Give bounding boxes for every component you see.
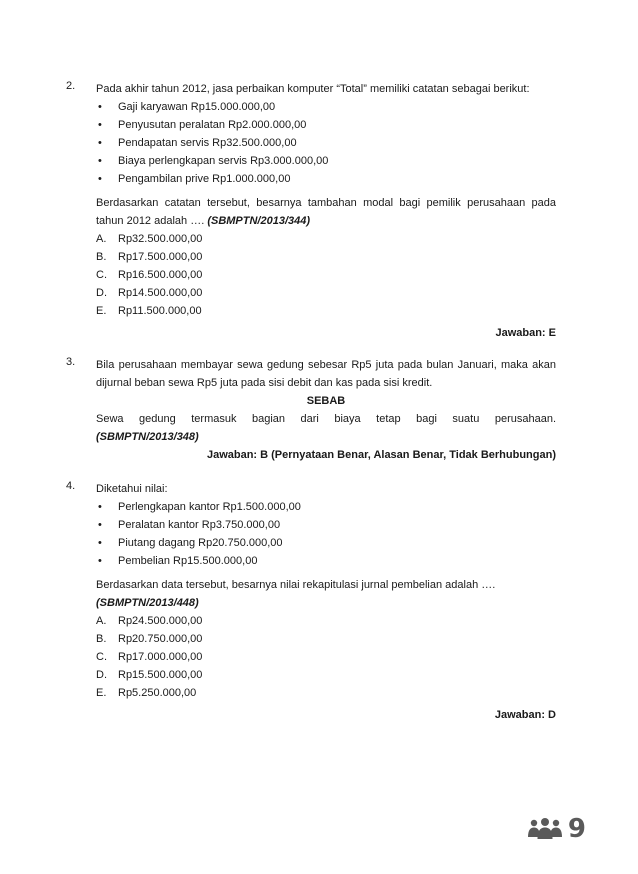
- bullet-item: • Penyusutan peralatan Rp2.000.000,00: [98, 119, 307, 131]
- option-e: E. Rp5.250.000,00: [96, 687, 197, 699]
- bullet-list: [96, 98, 556, 188]
- source-citation: (SBMPTN/2013/344): [207, 215, 311, 227]
- question-text: Berdasarkan data tersebut, besarnya nilai rekapitulasi jurnal pembelian adalah …. (SBMPTN/2013/448): [96, 579, 496, 609]
- answer-key: Jawaban: B (Pernyataan Benar, Alasan Benar, Tidak Berhubungan): [206, 449, 556, 461]
- option-d: D. Rp14.500.000,00: [96, 287, 203, 299]
- bullet-item: • Gaji karyawan Rp15.000.000,00: [98, 101, 276, 113]
- page-footer: [528, 816, 586, 842]
- page-number: 9: [567, 814, 586, 844]
- option-list: [96, 612, 556, 702]
- bullet-item: • Piutang dagang Rp20.750.000,00: [98, 537, 283, 549]
- bullet-item: • Perlengkapan kantor Rp1.500.000,00: [98, 501, 301, 513]
- option-list: [96, 230, 556, 320]
- question-2: [66, 80, 556, 342]
- source-citation: (SBMPTN/2013/348): [96, 431, 199, 443]
- option-c: C. Rp17.000.000,00: [96, 651, 203, 663]
- sebab-label: SEBAB: [306, 395, 346, 407]
- option-c: C. Rp16.500.000,00: [96, 269, 203, 281]
- bullet-item: • Biaya perlengkapan servis Rp3.000.000,00: [98, 155, 329, 167]
- answer-key: Jawaban: E: [495, 327, 556, 339]
- option-a: A. Rp32.500.000,00: [96, 233, 203, 245]
- question-stem: Diketahui nilai:: [96, 483, 168, 495]
- option-a: A. Rp24.500.000,00: [96, 615, 203, 627]
- bullet-item: • Pengambilan prive Rp1.000.000,00: [98, 173, 291, 185]
- source-citation: (SBMPTN/2013/448): [96, 597, 199, 609]
- option-b: B. Rp17.500.000,00: [96, 251, 203, 263]
- question-number: 4.: [66, 480, 76, 492]
- option-b: B. Rp20.750.000,00: [96, 633, 203, 645]
- question-number: 3.: [66, 356, 76, 368]
- answer-key: Jawaban: D: [494, 709, 556, 721]
- option-d: D. Rp15.500.000,00: [96, 669, 203, 681]
- question-4: [66, 480, 556, 724]
- question-3: [66, 356, 556, 464]
- bullet-item: • Pembelian Rp15.500.000,00: [98, 555, 258, 567]
- question-number: 2.: [66, 80, 76, 92]
- people-group-icon: [528, 817, 562, 842]
- bullet-item: • Peralatan kantor Rp3.750.000,00: [98, 519, 281, 531]
- option-e: E. Rp11.500.000,00: [96, 305, 202, 317]
- bullet-list: [96, 498, 556, 570]
- question-text: Berdasarkan catatan tersebut, besarnya tambahan modal bagi pemilik perusahaan pada tahun 2012 adalah …. (SBMPTN/2013/344): [96, 197, 556, 227]
- statement-text: Bila perusahaan membayar sewa gedung sebesar Rp5 juta pada bulan Januari, maka akan dijurnal beban sewa Rp5 juta pada sisi debit dan kas pada sisi kredit.: [96, 359, 556, 389]
- reason-text: Sewa gedung termasuk bagian dari biaya tetap bagi suatu perusahaan.: [96, 413, 556, 425]
- question-stem: Pada akhir tahun 2012, jasa perbaikan komputer “Total” memiliki catatan sebagai berikut:: [96, 83, 530, 95]
- bullet-item: • Pendapatan servis Rp32.500.000,00: [98, 137, 297, 149]
